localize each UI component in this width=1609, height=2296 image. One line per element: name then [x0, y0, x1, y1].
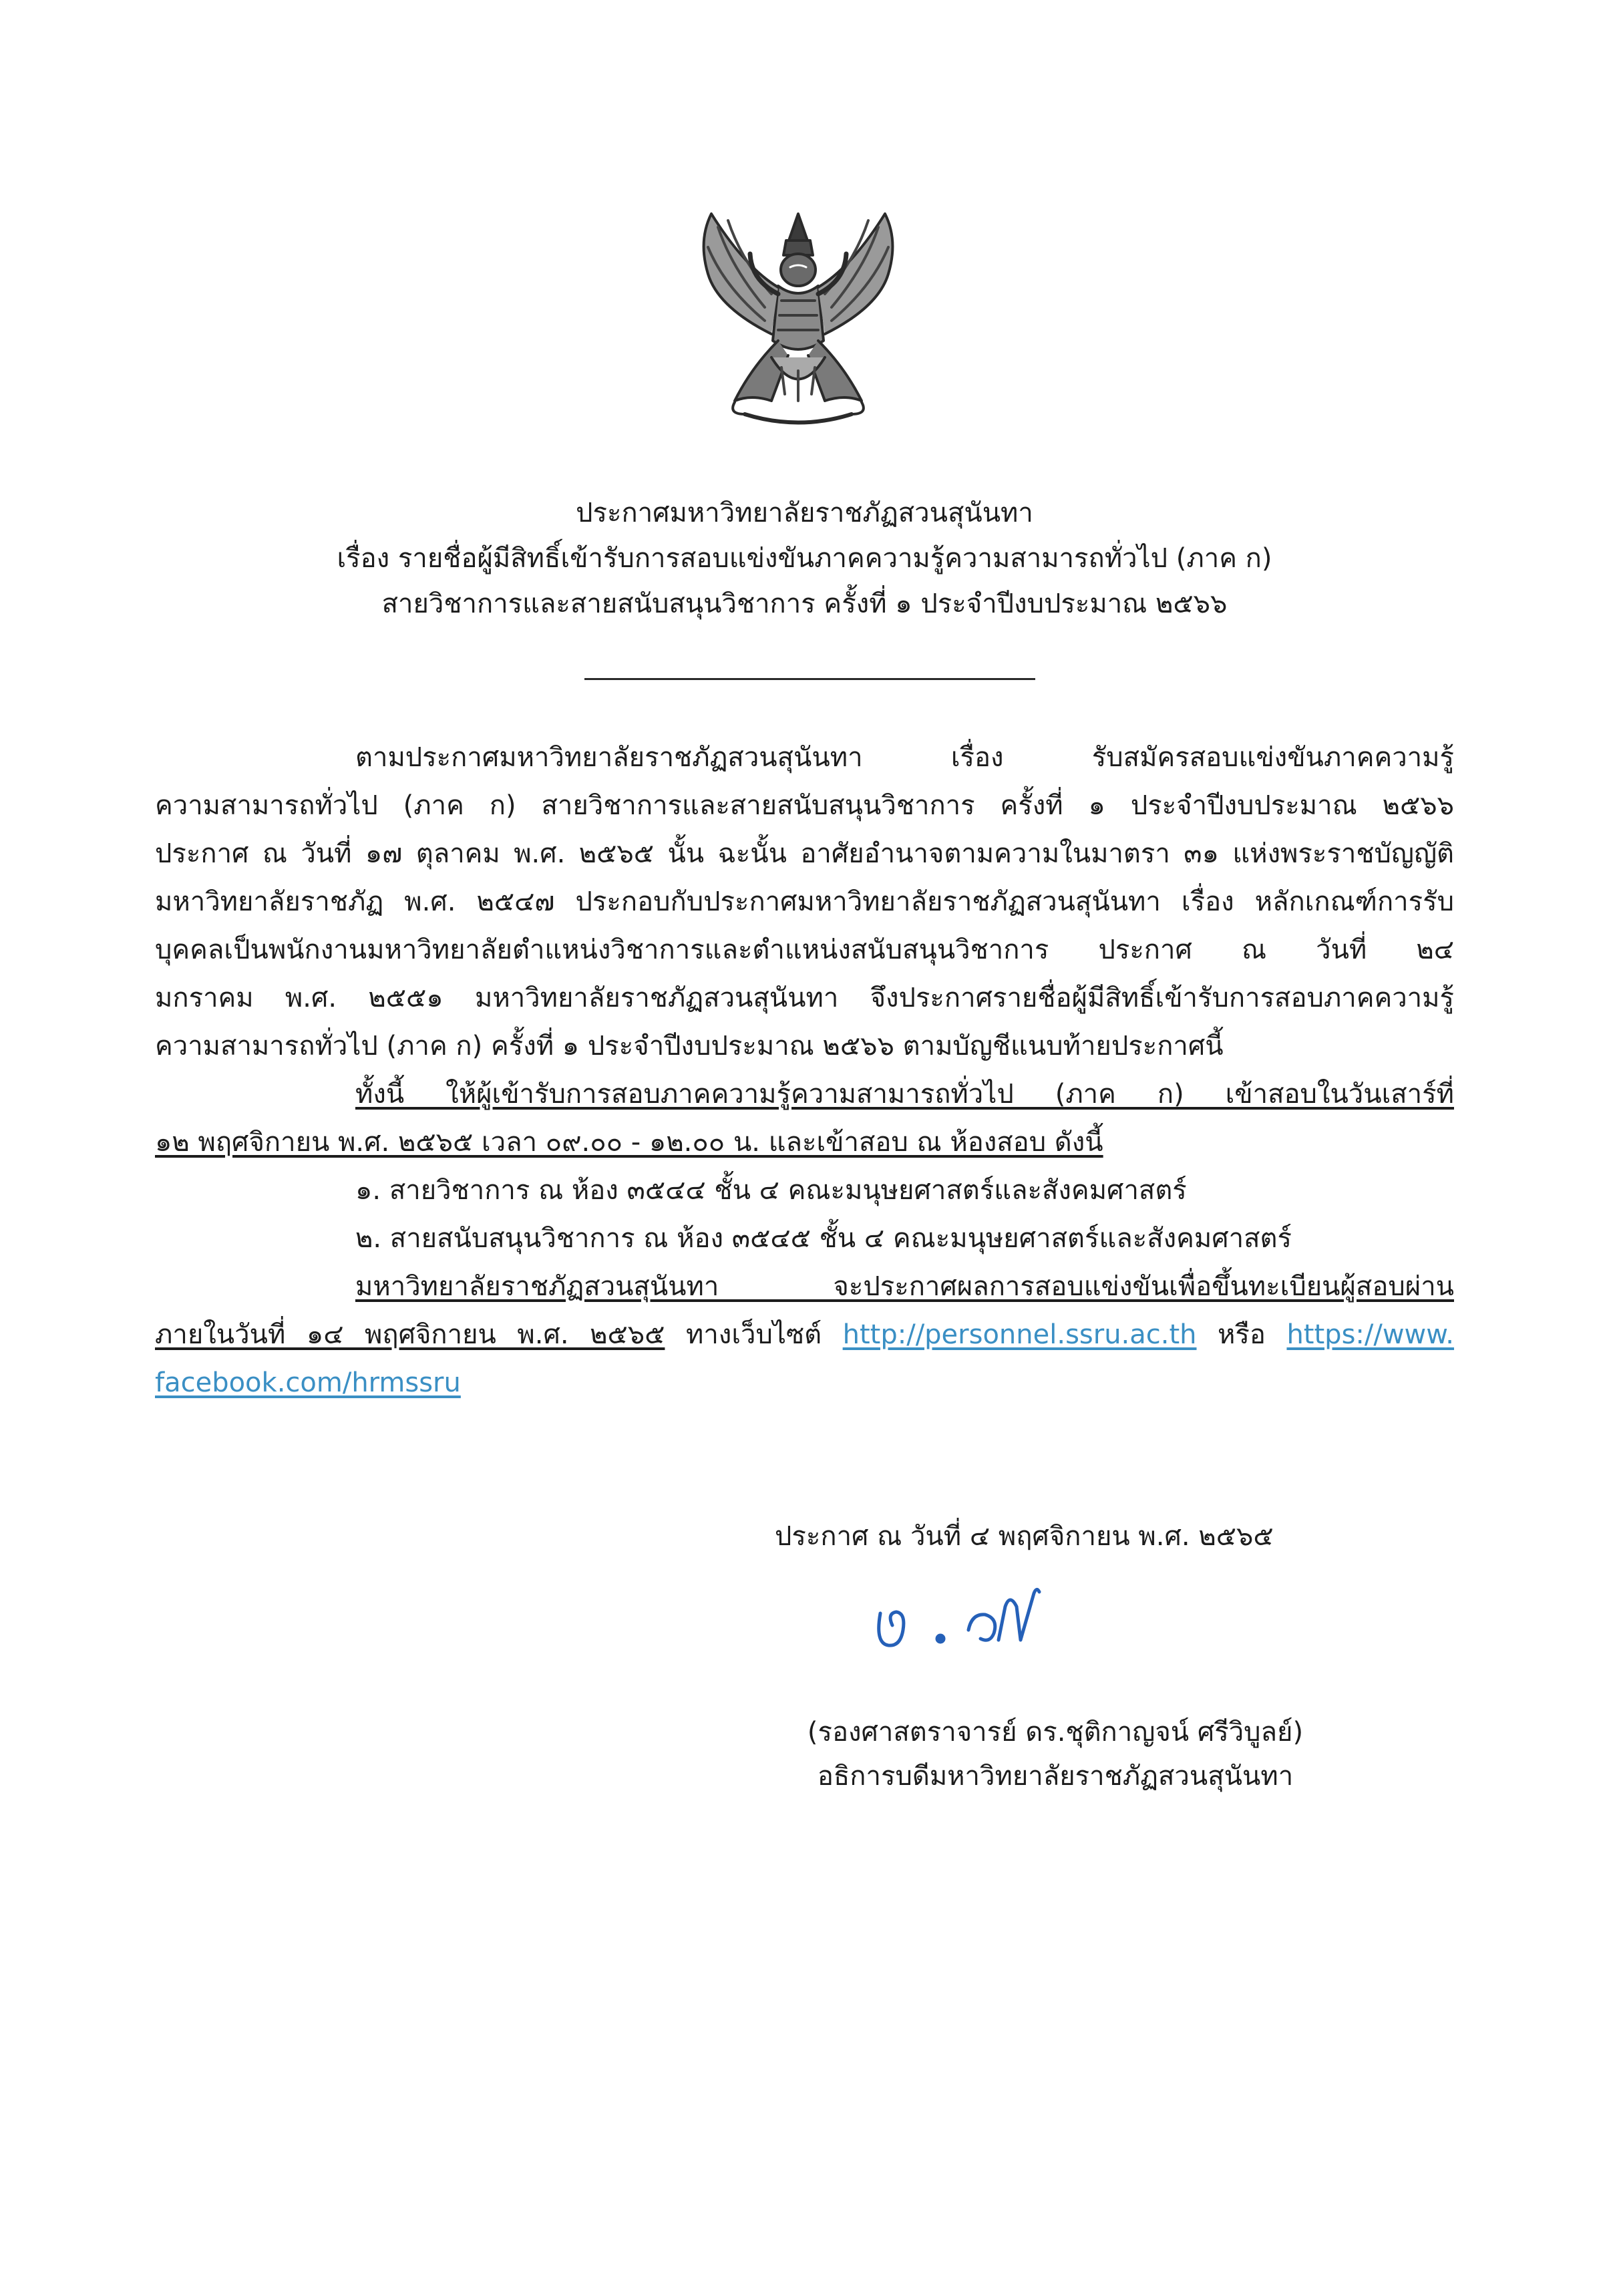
exam-time-text: ๑๒ พฤศจิกายน พ.ศ. ๒๕๖๕ เวลา ๐๙.๐๐ - ๑๒.๐๐ น. และเข้าสอบ ณ ห้องสอบ ดังนี้	[155, 1127, 1103, 1158]
exam-date-text: ทั้งนี้ ให้ผู้เข้ารับการสอบภาคความรู้ความสามารถทั่วไป (ภาค ก) เข้าสอบในวันเสาร์ที่	[355, 1079, 1454, 1110]
signer-title: อธิการบดีมหาวิทยาลัยราชภัฏสวนสุนันทา	[817, 1761, 1294, 1792]
signature-icon	[862, 1567, 1075, 1667]
signer-block	[728, 1710, 1383, 1798]
signer-name: (รองศาสตราจารย์ ดร.ชุติกาญจน์ ศรีวิบูลย์)	[807, 1717, 1304, 1748]
announcement-date: ประกาศ ณ วันที่ ๔ พฤศจิกายน พ.ศ. ๒๕๖๕	[775, 1521, 1274, 1552]
paragraph-1-line: ประกาศ ณ วันที่ ๑๗ ตุลาคม พ.ศ. ๒๕๖๕ นั้น ฉะนั้น อาศัยอำนาจตามความในมาตรา ๓๑ แห่งพระราชบัญญัติ	[155, 838, 1454, 869]
facebook-link-part1[interactable]: https://www.	[1286, 1319, 1455, 1350]
announcement-body	[155, 737, 1454, 1410]
paragraph-1-line: มหาวิทยาลัยราชภัฏ พ.ศ. ๒๕๔๗ ประกอบกับประกาศมหาวิทยาลัยราชภัฏสวนสุนันทา เรื่อง หลักเกณฑ์การรับ	[155, 886, 1454, 917]
paragraph-2-line	[155, 1122, 1454, 1170]
personnel-website-link[interactable]: http://personnel.ssru.ac.th	[842, 1319, 1197, 1350]
paragraph-3-line	[155, 1314, 1454, 1362]
facebook-link-part2[interactable]: facebook.com/hrmssru	[155, 1367, 461, 1398]
result-announcement-text: มหาวิทยาลัยราชภัฏสวนสุนันทา จะประกาศผลการสอบแข่งขันเพื่อขึ้นทะเบียนผู้สอบผ่าน	[355, 1271, 1454, 1302]
paragraph-1-line: ความสามารถทั่วไป (ภาค ก) สายวิชาการและสายสนับสนุนวิชาการ ครั้งที่ ๑ ประจำปีงบประมาณ ๒๕๖๖	[155, 790, 1454, 821]
garuda-emblem-icon	[671, 200, 925, 454]
paragraph-1-line: มกราคม พ.ศ. ๒๕๕๑ มหาวิทยาลัยราชภัฏสวนสุนันทา จึงประกาศรายชื่อผู้มีสิทธิ์เข้ารับการสอบภาคความรู้	[155, 983, 1454, 1013]
header-divider	[584, 678, 1035, 680]
announcement-title: ประกาศมหาวิทยาลัยราชภัฏสวนสุนันทา	[576, 498, 1033, 528]
website-label: ทางเว็บไซต์	[685, 1319, 822, 1350]
paragraph-1-line: ตามประกาศมหาวิทยาลัยราชภัฏสวนสุนันทา เรื่อง รับสมัครสอบแข่งขันภาคความรู้	[355, 742, 1454, 773]
paragraph-3-line	[155, 1362, 1454, 1410]
announcement-subject: เรื่อง รายชื่อผู้มีสิทธิ์เข้ารับการสอบแข่งขันภาคความรู้ความสามารถทั่วไป (ภาค ก)	[337, 543, 1272, 574]
exam-room-item: ๑. สายวิชาการ ณ ห้อง ๓๕๔๔ ชั้น ๔ คณะมนุษยศาสตร์และสังคมศาสตร์	[355, 1175, 1187, 1206]
or-label: หรือ	[1218, 1319, 1266, 1350]
paragraph-2-line	[155, 1074, 1454, 1122]
paragraph-3-line	[155, 1266, 1454, 1314]
exam-room-item: ๒. สายสนับสนุนวิชาการ ณ ห้อง ๓๕๔๕ ชั้น ๔ คณะมนุษยศาสตร์และสังคมศาสตร์	[355, 1223, 1292, 1254]
result-date-text: ภายในวันที่ ๑๔ พฤศจิกายน พ.ศ. ๒๕๖๕	[155, 1319, 665, 1350]
paragraph-1-line: ความสามารถทั่วไป (ภาค ก) ครั้งที่ ๑ ประจำปีงบประมาณ ๒๕๖๖ ตามบัญชีแนบท้ายประกาศนี้	[155, 1031, 1224, 1061]
paragraph-1-line: บุคคลเป็นพนักงานมหาวิทยาลัยตำแหน่งวิชาการและตำแหน่งสนับสนุนวิชาการ ประกาศ ณ วันที่ ๒๔	[155, 935, 1454, 965]
announcement-subject-cont: สายวิชาการและสายสนับสนุนวิชาการ ครั้งที่ ๑ ประจำปีงบประมาณ ๒๕๖๖	[381, 589, 1228, 619]
